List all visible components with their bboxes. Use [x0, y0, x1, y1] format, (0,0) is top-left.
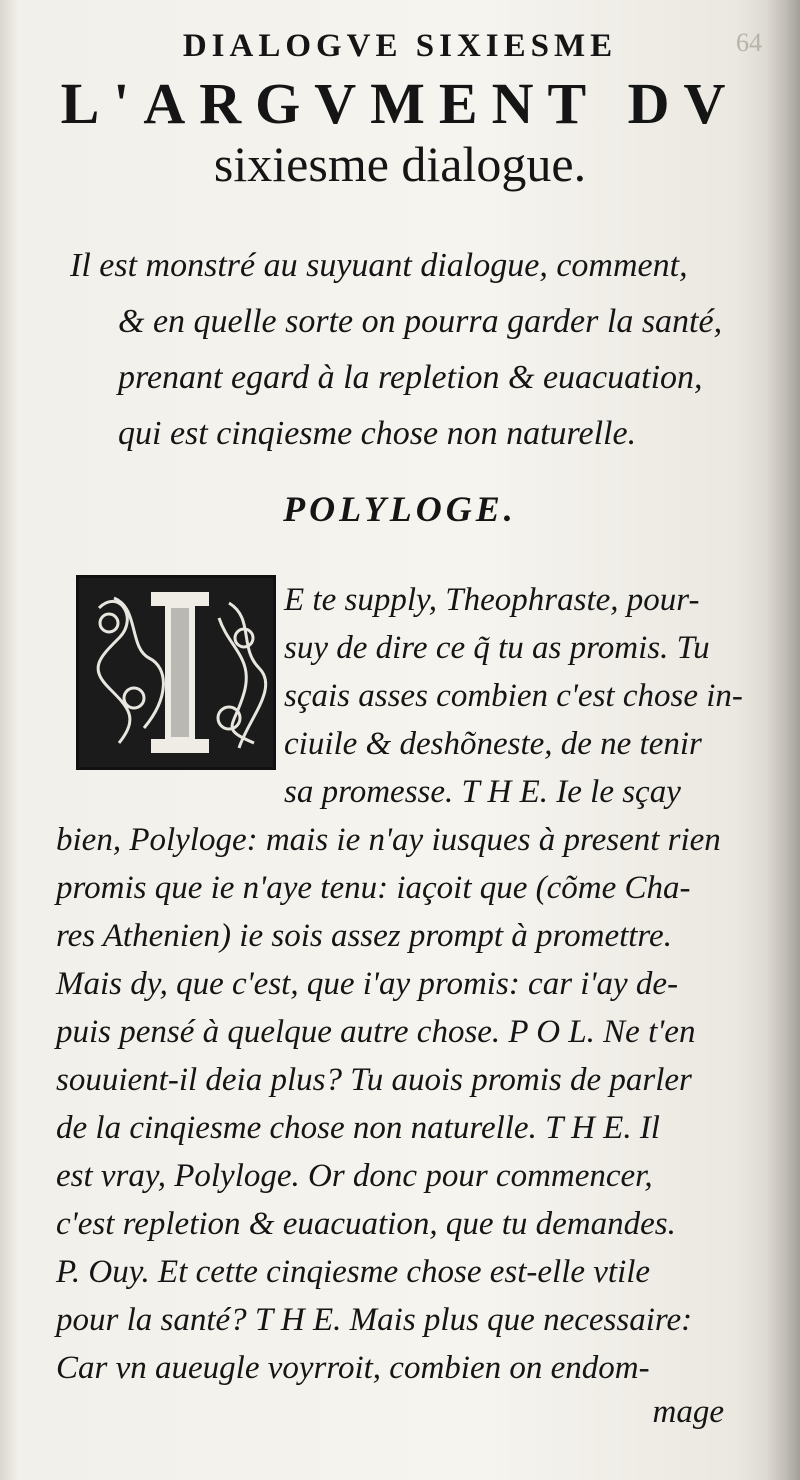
- running-head: DIALOGVE SIXIESME: [182, 28, 618, 64]
- text-line: pour la santé? T H E. Mais plus que necessaire:: [56, 1302, 693, 1338]
- text-line: ciuile & deshõneste, de ne tenir: [284, 726, 702, 762]
- text-line: est vray, Polyloge. Or donc pour commencer,: [56, 1158, 653, 1194]
- text-line: bien, Polyloge: mais ie n'ay iusques à present rien: [56, 822, 721, 858]
- argument-line: qui est cinqiesme chose non naturelle.: [118, 415, 637, 452]
- text-line: Mais dy, que c'est, que i'ay promis: car i'ay de-: [56, 966, 679, 1002]
- text-line: E te supply, Theophraste, pour-: [284, 582, 700, 618]
- dialogue-text: [56, 576, 756, 1392]
- text-line: sa promesse. T H E. Ie le sçay: [284, 774, 681, 810]
- text-line: sçais asses combien c'est chose in-: [284, 678, 743, 714]
- text-line: souuient-il deia plus? Tu auois promis de parler: [56, 1062, 692, 1098]
- argument-paragraph: [70, 238, 760, 462]
- speaker-heading: POLYLOGE.: [283, 489, 517, 529]
- text-line: c'est repletion & euacuation, que tu demandes.: [56, 1206, 676, 1242]
- text-line: de la cinqiesme chose non naturelle. T H E. Il: [56, 1110, 660, 1146]
- text-line: Car vn aueugle voyrroit, combien on endom-: [56, 1350, 650, 1386]
- text-line: res Athenien) ie sois assez prompt à promettre.: [56, 918, 672, 954]
- argument-line: prenant egard à la repletion & euacuation,: [118, 359, 703, 396]
- catchword: mage: [652, 1394, 724, 1430]
- argument-title: L'ARGVMENT DV: [60, 71, 740, 136]
- argument-subtitle: sixiesme dialogue.: [213, 136, 587, 192]
- argument-line: Il est monstré au suyuant dialogue, comment,: [70, 247, 688, 284]
- text-line: P. Ouy. Et cette cinqiesme chose est-elle vtile: [56, 1254, 651, 1290]
- argument-line: & en quelle sorte on pourra garder la santé,: [118, 303, 723, 340]
- page-number: 64: [736, 28, 762, 57]
- page-gutter-shadow: [766, 0, 800, 1480]
- text-line: suy de dire ce q̃ tu as promis. Tu: [284, 630, 710, 666]
- text-line: promis que ie n'aye tenu: iaçoit que (cõme Cha-: [56, 870, 691, 906]
- text-line: puis pensé à quelque autre chose. P O L. Ne t'en: [56, 1014, 696, 1050]
